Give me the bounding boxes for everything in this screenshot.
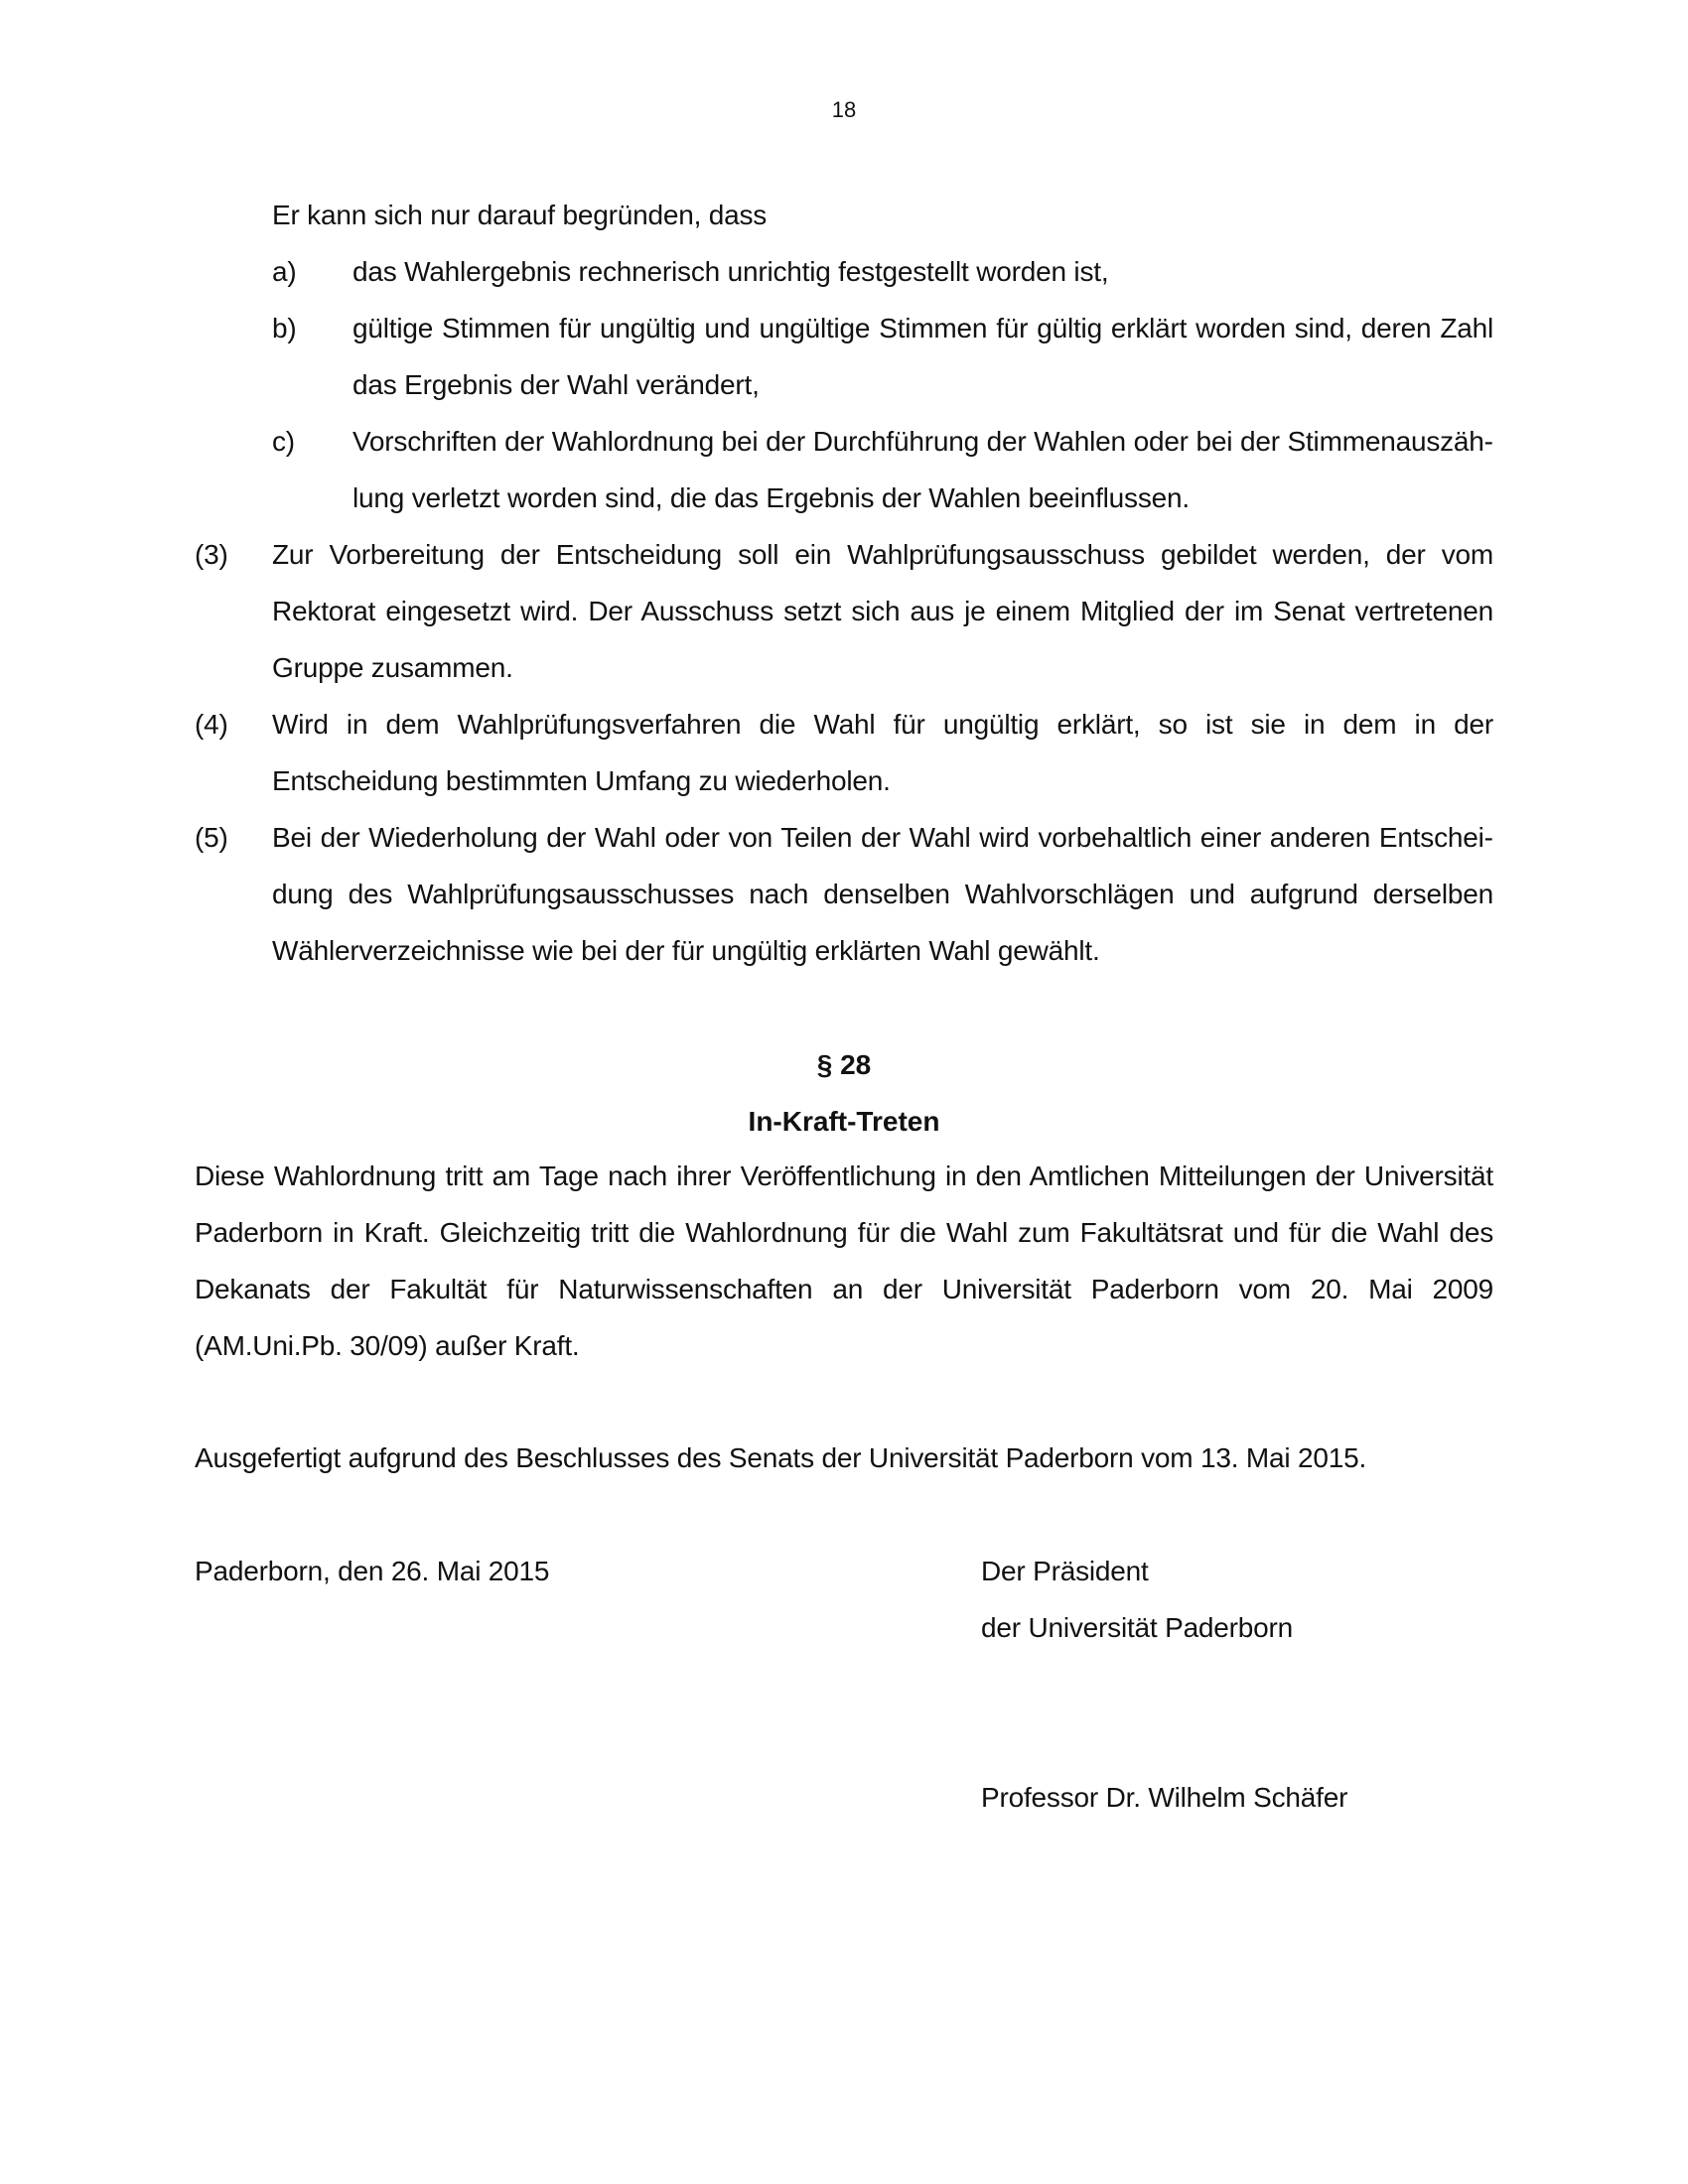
page-number: 18 bbox=[831, 97, 857, 122]
list-item-label: c) bbox=[272, 426, 295, 457]
list-item-label: a) bbox=[272, 256, 297, 287]
signatory-block bbox=[981, 1543, 1293, 1656]
paragraph-4 bbox=[195, 696, 1493, 809]
signatory-institution: der Universität Paderborn bbox=[981, 1612, 1294, 1643]
list-item-text: Vorschriften der Wahlordnung bei der Durchführung der Wahlen oder bei der Stimmenauszählung verletzt worden sind, die das Ergebnis der Wahlen beeinflussen. bbox=[352, 426, 1493, 513]
paragraph-5 bbox=[195, 809, 1493, 979]
signer-name: Professor Dr. Wilhelm Schäfer bbox=[981, 1782, 1348, 1813]
paragraph-text: Bei der Wiederholung der Wahl oder von Teilen der Wahl wird vorbehaltlich einer anderen Entscheidung des Wahlprüfungsausschusses nach denselben Wahlvorschlägen und aufgrund derselben Wählerverzeichnisse wie bei der für ungültig erklärten Wahl gewählt. bbox=[272, 822, 1493, 966]
paragraph-number: (3) bbox=[195, 539, 228, 570]
intro-sentence: Er kann sich nur darauf begründen, dass bbox=[272, 200, 768, 230]
in-kraft-paragraph: Diese Wahlordnung tritt am Tage nach ihrer Veröffentlichung in den Amtlichen Mitteilungen der Universität Paderborn in Kraft. Gleichzeitig tritt die Wahlordnung für die Wahl zum Fakultätsrat und für die Wahl des Dekanats der Fakultät für Naturwissenschaften an der Universität Paderborn vom 20. Mai 2009 (AM.Uni.Pb. 30/09) außer Kraft. bbox=[195, 1160, 1493, 1361]
list-item-label: b) bbox=[272, 313, 297, 343]
section-number: § 28 bbox=[816, 1049, 872, 1080]
paragraph-3 bbox=[195, 526, 1493, 696]
place-and-date: Paderborn, den 26. Mai 2015 bbox=[195, 1556, 550, 1586]
signatory-title: Der Präsident bbox=[981, 1556, 1149, 1586]
ground-list bbox=[272, 243, 1493, 526]
list-item bbox=[272, 300, 1493, 413]
paragraph-text: Wird in dem Wahlprüfungsverfahren die Wahl für ungültig erklärt, so ist sie in dem in der Entscheidung bestimmten Umfang zu wiederholen. bbox=[272, 709, 1493, 796]
list-item-text: gültige Stimmen für ungültig und ungültige Stimmen für gültig erklärt worden sind, deren Zahl das Ergebnis der Wahl verändert, bbox=[352, 313, 1493, 400]
ausgefertigt-statement: Ausgefertigt aufgrund des Beschlusses des Senats der Universität Paderborn vom 13. Mai 2015. bbox=[195, 1442, 1367, 1473]
section-title: In-Kraft-Treten bbox=[748, 1106, 940, 1137]
numbered-paragraphs bbox=[195, 526, 1493, 979]
paragraph-number: (5) bbox=[195, 822, 228, 853]
list-item-text: das Wahlergebnis rechnerisch unrichtig festgestellt worden ist, bbox=[352, 256, 1109, 287]
paragraph-number: (4) bbox=[195, 709, 228, 740]
list-item bbox=[272, 413, 1493, 526]
list-item bbox=[272, 243, 1493, 300]
paragraph-text: Zur Vorbereitung der Entscheidung soll ein Wahlprüfungsausschuss gebildet werden, der vom Rektorat eingesetzt wird. Der Ausschuss setzt sich aus je einem Mitglied der im Senat vertretenen Gruppe zusammen. bbox=[272, 539, 1493, 683]
